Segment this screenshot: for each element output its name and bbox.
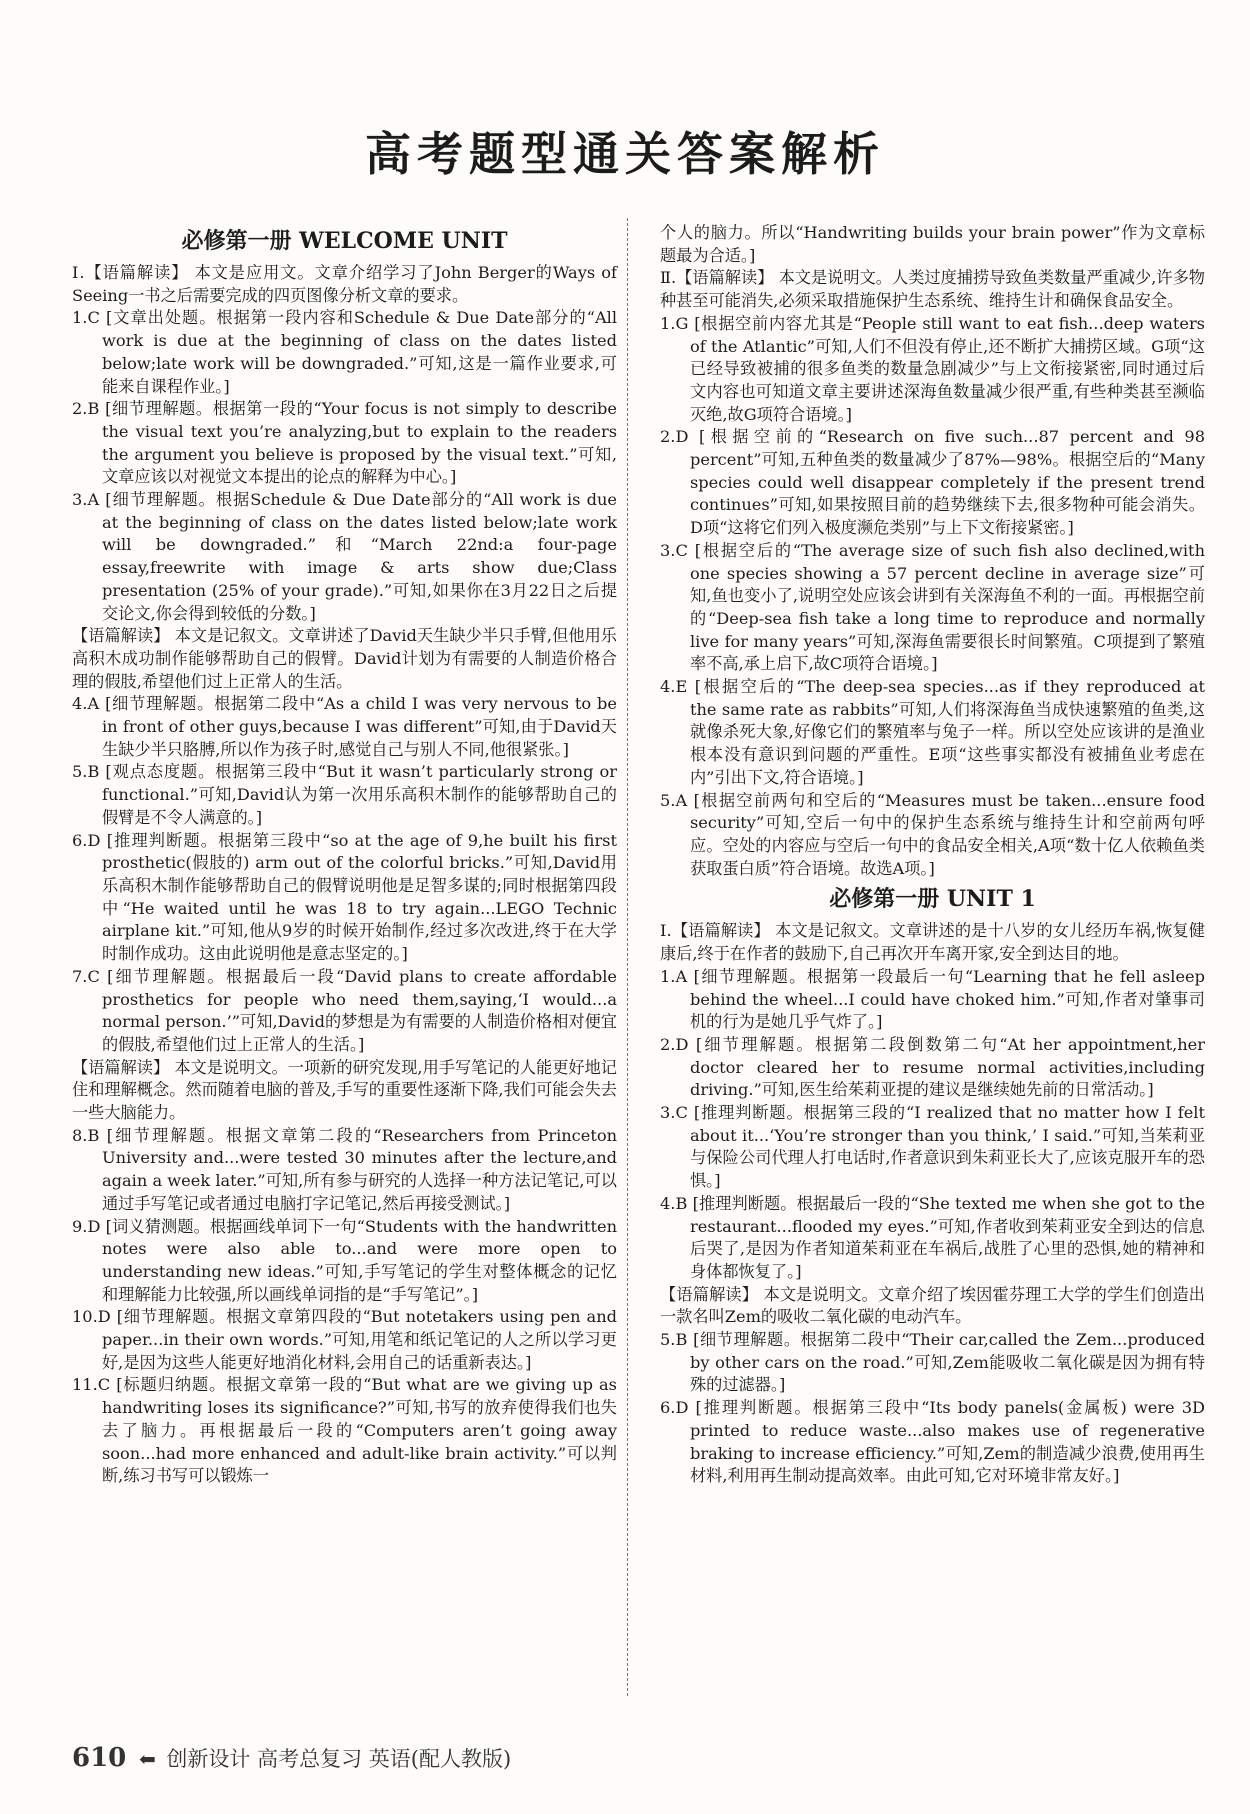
answer-item: 11.C [标题归纳题。根据文章第一段的“But what are we giving up as handwriting loses its significance?”可知,书写的放弃使得我们也失去了脑力。再根据最后一段的“Computers aren’t going away soon...had more enhanced and adult-like brain activity.”可以判断,练习书写可以锻炼一 xyxy=(72,1375,617,1486)
continued-text: 个人的脑力。所以“Handwriting builds your brain power”作为文章标题最为合适。] xyxy=(660,223,1205,265)
answer-item: 4.B [推理判断题。根据最后一段的“She texted me when she got to the restaurant...flooded my eyes.”可知,作者收到茱莉亚安全到达的信息后哭了,是因为作者知道茱莉亚在车祸后,战胜了心里的恐惧,她的精神和身体都恢复了。] xyxy=(660,1193,1205,1281)
answer-item: 9.D [词义猜测题。根据画线单词下一句“Students with the handwritten notes were also able to...and were more open to understanding new ideas.”可知,手写笔记的学生对整体概念的记忆和理解能力比较强,所以画线单词指的是“手写笔记”。] xyxy=(72,1216,617,1304)
answer-item: 4.E [根据空后的“The deep-sea species...as if they reproduced at the same rate as rabbits”可知,人们将深海鱼当成快速繁殖的鱼类,这就像杀死大象,好像它们的繁殖率与兔子一样。所以空处应该讲的是渔业根本没有意识到问题的严重性。E项“这些事实都没有被捕鱼业考虑在内”引出下文,符合语境。] xyxy=(660,677,1205,787)
answer-item: 2.D [细节理解题。根据第二段倒数第二句“At her appointment,her doctor cleared her to resume normal activities,including driving.”可知,医生给茱莉亚提的建议是继续她先前的日常活动。] xyxy=(660,1034,1205,1100)
section-heading: 必修第一册 WELCOME UNIT xyxy=(181,228,508,254)
answer-item: 5.A [根据空前两句和空后的“Measures must be taken...ensure food security”可知,空后一句中的保护生态系统与维持生计和空前两句呼应。空处的内容应与空后一句中的食品安全相关,A项“数十亿人依赖鱼类获取蛋白质”符合语境。故选A项。] xyxy=(660,790,1205,878)
right-column xyxy=(660,222,1205,1488)
answer-item: 2.B [细节理解题。根据第一段的“Your focus is not simply to describe the visual text you’re analyzing,but to explain to the readers the argument you believe is proposed by the visual text.”可知,文章应该以对视觉文本提出的论点的解释为中心。] xyxy=(72,399,617,487)
answer-item: 5.B [细节理解题。根据第二段中“Their car,called the Zem...produced by other cars on the road.”可知,Zem能吸收二氧化碳是因为拥有特殊的过滤器。] xyxy=(660,1330,1205,1395)
answer-item: 1.C [文章出处题。根据第一段内容和Schedule & Due Date部分的“All work is due at the beginning of class on the dates listed below;late work will be downgraded.”可知,这是一篇作业要求,可能来自课程作业。] xyxy=(72,308,617,396)
page-footer xyxy=(72,1743,511,1773)
answer-item: 6.D [推理判断题。根据第三段中“Its body panels(金属板) were 3D printed to reduce waste...also makes use of regenerative braking to increase efficiency.”可知,Zem的制造减少浪费,使用再生材料,利用再生制动提高效率。由此可知,它对环境非常友好。] xyxy=(660,1398,1205,1486)
passage-summary: 【语篇解读】 本文是说明文。一项新的研究发现,用手写笔记的人能更好地记住和理解概念。然而随着电脑的普及,手写的重要性逐渐下降,我们可能会失去一些大脑能力。 xyxy=(72,1057,617,1123)
answer-item: 3.A [细节理解题。根据Schedule & Due Date部分的“All work is due at the beginning of class on the dates listed below;late work will be downgraded.”和“March 22nd:a four-page essay,freewrite with image & arts show due;Class presentation (25% of your grade).”可知,如果你在3月22日之后提交论文,你会得到较低的分数。] xyxy=(72,490,617,623)
answer-item: 3.C [根据空后的“The average size of such fish also declined,with one species showing a 57 percent decline in average size”可知,鱼也变小了,说明空处应该会讲到有关深海鱼不利的一面。再根据空前的“Deep-sea fish take a long time to reproduce and normally live for many years”可知,深海鱼需要很长时间繁殖。C项提到了繁殖率不高,承上启下,故C项符合语境。] xyxy=(660,540,1205,674)
answer-item: 5.B [观点态度题。根据第三段中“But it wasn’t particularly strong or functional.”可知,David认为第一次用乐高积木制作的能够帮助自己的假臂是不令人满意的。] xyxy=(72,762,617,827)
page-title: 高考题型通关答案解析 xyxy=(365,127,885,181)
passage-summary: Ⅰ.【语篇解读】 本文是应用文。文章介绍学习了John Berger的Ways of Seeing一书之后需要完成的四页图像分析文章的要求。 xyxy=(72,263,617,305)
passage-summary: Ⅱ.【语篇解读】 本文是说明文。人类过度捕捞导致鱼类数量严重减少,许多物种甚至可能消失,必须采取措施保护生态系统、维持生计和确保食品安全。 xyxy=(660,268,1205,311)
answer-item: 3.C [推理判断题。根据第三段的“I realized that no matter how I felt about it...‘You’re stronger than you think,’ I said.”可知,当茱莉亚与保险公司代理人打电话时,作者意识到朱莉亚长大了,应该克服开车的恐惧。] xyxy=(660,1103,1205,1191)
left-arrow-icon: ⬅ xyxy=(138,1747,156,1771)
left-column xyxy=(72,222,617,1488)
answer-item: 4.A [细节理解题。根据第二段中“As a child I was very nervous to be in front of other guys,because I was different”可知,由于David天生缺少半只胳膊,所以作为孩子时,感觉自己与别人不同,他很紧张。] xyxy=(72,694,617,759)
answer-item: 10.D [细节理解题。根据文章第四段的“But notetakers using pen and paper...in their own words.”可知,用笔和纸记笔记的人之所以学习更好,是因为这些人能更好地消化材料,会用自己的话重新表达。] xyxy=(72,1307,617,1372)
footer-book-title: 创新设计 高考总复习 英语(配人教版) xyxy=(166,1747,512,1771)
answer-item: 1.A [细节理解题。根据第一段最后一句“Learning that he fell asleep behind the wheel...I could have choked him.”可知,作者对肇事司机的行为是她几乎气炸了。] xyxy=(660,966,1205,1032)
answer-item: 7.C [细节理解题。根据最后一段“David plans to create affordable prosthetics for people who need them,saying,‘I would...a normal person.’”可知,David的梦想是为有需要的人制造价格相对便宜的假肢,希望他们过上正常人的生活。] xyxy=(72,966,617,1054)
answer-item: 6.D [推理判断题。根据第三段中“so at the age of 9,he built his first prosthetic(假肢的) arm out of the colorful bricks.”可知,David用乐高积木制作能够帮助自己的假臂说明他是足智多谋的;同时根据第四段中“He waited until he was 18 to try again...LEGO Technic airplane kit.”可知,他从9岁的时候开始制作,经过多次改进,终于在大学时制作成功。这由此说明他是意志坚定的。] xyxy=(72,830,617,964)
section-heading: 必修第一册 UNIT 1 xyxy=(829,886,1036,913)
passage-summary: 【语篇解读】 本文是说明文。文章介绍了埃因霍芬理工大学的学生们创造出一款名叫Zem的吸收二氧化碳的电动汽车。 xyxy=(660,1284,1205,1327)
answer-item: 8.B [细节理解题。根据文章第二段的“Researchers from Princeton University and...were tested 30 minutes after the lecture,and again a week later.”可知,所有参与研究的人选择一种方法记笔记,可以通过手写笔记或者通过电脑打字记笔记,然后再接受测试。] xyxy=(72,1125,617,1213)
answer-item: 2.D [根据空前的“Research on five such...87 percent and 98 percent”可知,五种鱼类的数量减少了87%—98%。根据空后的“Many species could well disappear completely if the present trend continues”可知,如果按照目前的趋势继续下去,很多物种可能会消失。D项“这将它们列入极度濒危类别”与上下文衔接紧密。] xyxy=(660,427,1205,538)
column-divider xyxy=(627,218,628,1696)
page-number: 610 xyxy=(72,1743,127,1773)
answer-item: 1.G [根据空前内容尤其是“People still want to eat fish...deep waters of the Atlantic”可知,人们不但没有停止,还不断扩大捕捞区域。G项“这已经导致被捕的很多鱼类的数量急剧减少”与上文衔接紧密,同时通过后文内容也可知道文章主要讲述深海鱼数量减少很严重,有些种类甚至濒临灭绝,故G项符合语境。] xyxy=(660,313,1205,424)
passage-summary: Ⅰ.【语篇解读】 本文是记叙文。文章讲述的是十八岁的女儿经历车祸,恢复健康后,终于在作者的鼓励下,自己再次开车离开家,安全到达目的地。 xyxy=(660,921,1205,964)
passage-summary: 【语篇解读】 本文是记叙文。文章讲述了David天生缺少半只手臂,但他用乐高积木成功制作能够帮助自己的假臂。David计划为有需要的人制造价格合理的假肢,希望他们过上正常人的生活。 xyxy=(72,626,617,691)
